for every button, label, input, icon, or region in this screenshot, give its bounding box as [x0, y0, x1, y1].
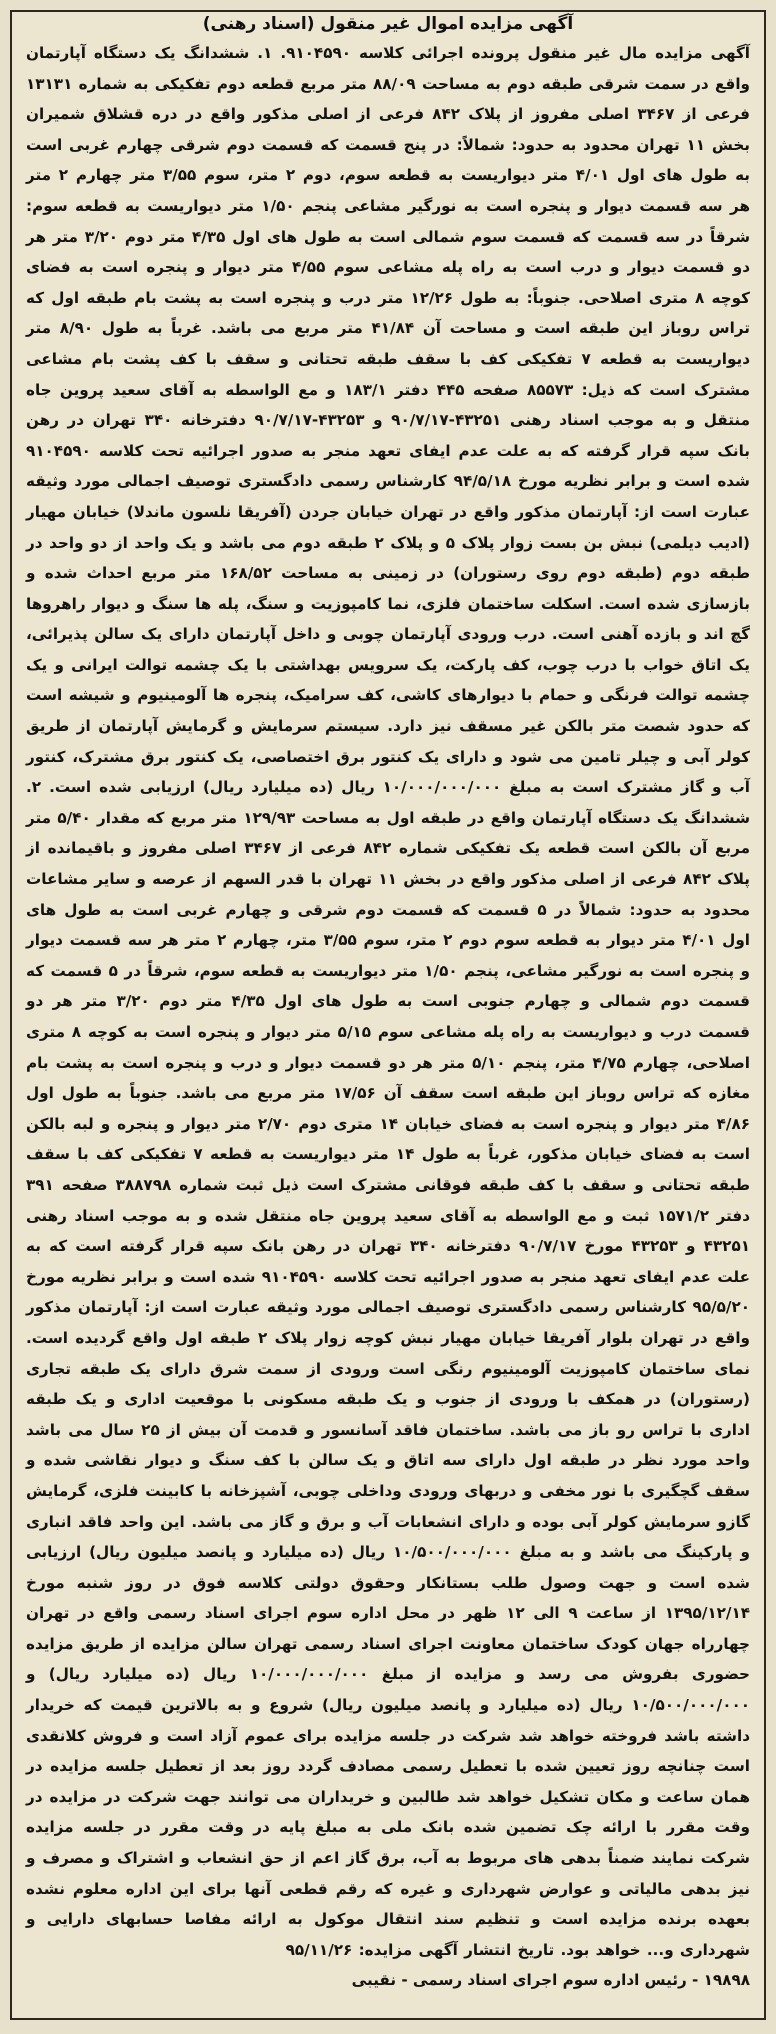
- notice-signature: ۱۹۸۹۸ - رئیس اداره سوم اجرای اسناد رسمی - نقیبی: [351, 1971, 750, 1990]
- notice-title: آگهی مزایده اموال غیر منقول (اسناد رهنی): [202, 14, 574, 34]
- notice-frame: [10, 10, 766, 2020]
- notice-body: آگهی مزایده مال غیر منقول پرونده اجرائی کلاسه ۹۱۰۴۵۹۰. ۱. ششدانگ یک دستگاه آپارتمان واقع در سمت شرقی طبقه دوم به مساحت ۸۸/۰۹ متر مربع قطعه دوم تفکیکی به شماره ۱۳۱۳۱ فرعی از ۳۴۶۷ اصلی مفروز از پلاک ۸۴۲ فرعی از اصلی مذکور واقع در دره قشلاق شمیران بخش ۱۱ تهران محدود به حدود: شمالاً: در پنج قسمت که قسمت دوم شرقی چهارم غربی است به طول های اول ۴/۰۱ متر دیواریست به قطعه سوم، دوم ۲ متر، سوم ۳/۵۵ متر چهارم ۲ متر هر سه قسمت دیوار و پنجره است به نورگیر مشاعی پنجم ۱/۵۰ متر دیواریست به قطعه سوم: شرقاً در سه قسمت که قسمت سوم شمالی است به طول های اول ۴/۳۵ متر دوم ۳/۲۰ متر هر دو قسمت دیوار و درب است به راه پله مشاعی سوم ۴/۵۵ متر دیوار و پنجره است به فضای کوچه ۸ متری اصلاحی. جنوباً: به طول ۱۲/۲۶ متر درب و پنجره است به پشت بام طبقه اول که تراس روباز این طبقه است و مساحت آن ۴۱/۸۴ متر مربع می باشد. غرباً به طول ۸/۹۰ متر دیواریست به قطعه ۷ تفکیکی کف با سقف طبقه تحتانی و سقف با کف پشت بام مشاعی مشترک است که ذیل: ۸۵۵۷۳ صفحه ۴۴۵ دفتر ۱۸۳/۱ و مع الواسطه به آقای سعید پروین جاه منتقل و به موجب اسناد رهنی ۴۳۲۵۱-۹۰/۷/۱۷ و ۴۳۲۵۳-۹۰/۷/۱۷ دفترخانه ۳۴۰ تهران در رهن بانک سپه قرار گرفته که به علت عدم ایفای تعهد منجر به صدور اجرائیه تحت کلاسه ۹۱۰۴۵۹۰ شده است و برابر نظریه مورخ ۹۴/۵/۱۸ کارشناس رسمی دادگستری توصیف اجمالی مورد وثیقه عبارت است از: آپارتمان مذکور واقع در تهران خیابان جردن (آفریقا نلسون ماندلا) خیابان مهیار (ادیب دیلمی) نبش بن بست زوار پلاک ۵ و پلاک ۲ طبقه دوم می باشد و یک واحد از دو واحد در طبقه دوم (طبقه دوم روی رستوران) در زمینی به مساحت ۱۶۸/۵۲ متر مربع احداث شده و بازسازی شده است. اسکلت ساختمان فلزی، نما کامپوزیت و سنگ، پله ها سنگ و دیوار راهروها گچ اند و بازده آهنی است. درب ورودی آپارتمان چوبی و داخل آپارتمان دارای یک سالن پذیرائی، یک اتاق خواب با درب چوب، کف پارکت، یک سرویس بهداشتی با یک چشمه توالت ایرانی و یک چشمه توالت فرنگی و حمام با دیوارهای کاشی، کف سرامیک، پنجره ها آلومینیوم و شیشه است که حدود شصت متر بالکن غیر مسقف نیز دارد. سیستم سرمایش و گرمایش آپارتمان از طریق کولر آبی و چیلر تامین می شود و دارای یک کنتور برق اختصاصی، یک کنتور برق مشترک، کنتور آب و گاز مشترک است به مبلغ ۱۰/۰۰۰/۰۰۰/۰۰۰ ریال (ده میلیارد ریال) ارزیابی شده است. ۲. ششدانگ یک دستگاه آپارتمان واقع در طبقه اول به مساحت ۱۲۹/۹۳ متر مربع که مقدار ۵/۴۰ متر مربع آن بالکن است قطعه یک تفکیکی شماره ۸۴۲ فرعی از ۳۴۶۷ اصلی مفروز و باقیمانده از پلاک ۸۴۲ فرعی از اصلی مذکور واقع در بخش ۱۱ تهران با قدر السهم از عرصه و سایر مشاعات محدود به حدود: شمالاً در ۵ قسمت که قسمت دوم شرقی و چهارم غربی است به طول های اول ۴/۰۱ متر دیوار به قطعه سوم دوم ۲ متر، سوم ۳/۵۵ متر، چهارم ۲ متر هر سه قسمت دیوار و پنجره است به نورگیر مشاعی، پنجم ۱/۵۰ متر دیواریست به قطعه سوم، شرقاً در ۵ قسمت که قسمت دوم شمالی و چهارم جنوبی است به طول های اول ۴/۳۵ متر دوم ۳/۲۰ متر هر دو قسمت درب و دیواریست به راه پله مشاعی سوم ۵/۱۵ متر دیوار و پنجره است به کوچه ۸ متری اصلاحی، چهارم ۴/۷۵ متر، پنجم ۵/۱۰ متر هر دو قسمت دیوار و درب و پنجره است به پشت بام مغازه که تراس روباز این طبقه است سقف آن ۱۷/۵۶ متر مربع می باشد. جنوباً به طول اول ۴/۸۶ متر دیوار و پنجره است به فضای خیابان ۱۴ متری دوم ۲/۷۰ متر دیوار و پنجره و لبه بالکن است به فضای خیابان مذکور، غرباً به طول ۱۴ متر دیواریست به قطعه ۷ تفکیکی کف با سقف طبقه تحتانی و سقف با کف طبقه فوقانی مشترک است ذیل ثبت شماره ۳۸۸۷۹۸ صفحه ۳۹۱ دفتر ۱۵۷۱/۲ ثبت و مع الواسطه به آقای سعید پروین جاه منتقل شده و به موجب اسناد رهنی ۴۳۲۵۱ و ۴۳۲۵۳ مورخ ۹۰/۷/۱۷ دفترخانه ۳۴۰ تهران در رهن بانک سپه قرار گرفته است که به علت عدم ایفای تعهد منجر به صدور اجرائیه تحت کلاسه ۹۱۰۴۵۹۰ شده است و برابر نظریه مورخ ۹۵/۵/۲۰ کارشناس رسمی دادگستری توصیف اجمالی مورد وثیقه عبارت است از: آپارتمان مذکور واقع در تهران بلوار آفریقا خیابان مهیار نبش کوچه زوار پلاک ۲ طبقه اول واقع گردیده است. نمای ساختمان کامپوزیت آلومینیوم رنگی است ورودی از سمت شرق دارای یک طبقه تجاری (رستوران) در همکف با ورودی از جنوب و یک طبقه مسکونی با موقعیت اداری و یک طبقه اداری با تراس رو باز می باشد. ساختمان فاقد آسانسور و قدمت آن بیش از ۲۵ سال می باشد واحد مورد نظر در طبقه اول دارای سه اتاق و یک سالن با کف سنگ و دیوار نقاشی شده و سقف گچگیری با نور مخفی و دربهای ورودی وداخلی چوبی، آشپزخانه با کابینت فلزی، گرمایش گازو سرمایش کولر آبی بوده و دارای انشعابات آب و برق و گاز می باشد. این واحد فاقد انباری و پارکینگ می باشد و به مبلغ ۱۰/۵۰۰/۰۰۰/۰۰۰ ریال (ده میلیارد و پانصد میلیون ریال) ارزیابی شده است و جهت وصول طلب بستانکار وحقوق دولتی کلاسه فوق در روز شنبه مورخ ۱۳۹۵/۱۲/۱۴ از ساعت ۹ الی ۱۲ ظهر در محل اداره سوم اجرای اسناد رسمی واقع در تهران چهارراه جهان کودک ساختمان معاونت اجرای اسناد رسمی تهران سالن مزایده از طریق مزایده حضوری بفروش می رسد و مزایده از مبلغ ۱۰/۰۰۰/۰۰۰/۰۰۰ ریال (ده میلیارد ریال) و ۱۰/۵۰۰/۰۰۰/۰۰۰ ریال (ده میلیارد و پانصد میلیون ریال) شروع و به بالاترین قیمت که خریدار داشته باشد فروخته خواهد شد شرکت در جلسه مزایده برای عموم آزاد است و فروش کلانقدی است چنانچه روز تعیین شده با تعطیل رسمی مصادف گردد روز بعد از تعطیل جلسه مزایده در همان ساعت و مکان تشکیل خواهد شد طالبین و خریداران می توانند جهت شرکت در مزایده در وقت مقرر با ارائه چک تضمین شده بانک ملی به مبلغ پایه در وقت مقرر در جلسه مزایده شرکت نمایند ضمناً بدهی های مربوط به آب، برق گاز اعم از حق انشعاب و اشتراک و مصرف و نیز بدهی مالیاتی و عوارض شهرداری و غیره که رقم قطعی آنها برای این اداره معلوم نشده بعهده برنده مزایده است و تنظیم سند انتقال موکول به ارائه مفاصا حسابهای دارایی و شهرداری و... خواهد بود. تاریخ انتشار آگهی مزایده: ۹۵/۱۱/۲۶: [26, 44, 751, 1959]
